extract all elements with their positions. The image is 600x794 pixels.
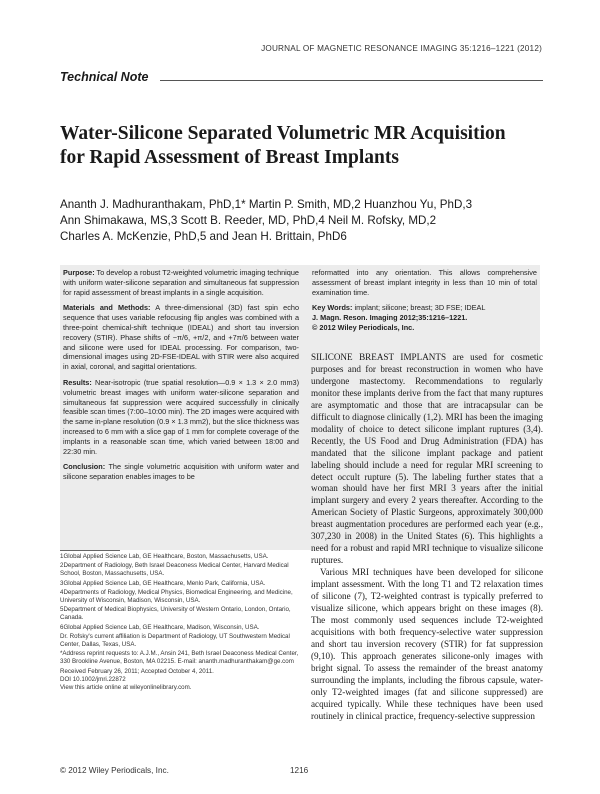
author-line: Charles A. McKenzie, PhD,5 and Jean H. Brittain, PhD6 xyxy=(60,230,347,243)
body-paragraph: SILICONE BREAST IMPLANTS are used for cosmetic purposes and for breast reconstruction in women who have undergone mastectomy. Recommendations to regularly monitor these implants derive from the fact that many ruptures are asymptomatic and those that are intracapsular can be difficult to diagnose clinically (1,2). MRI has been the imaging modality of choice to detect silicone implant ruptures (3,4). Recently, the US Food and Drug Administration (FDA) has mandated that the silicone implant package and patient labeling should include a need for regular MRI screening to detect occult rupture (5). The labeling further states that a woman should have her first MRI 3 years after the initial implant surgery and every 2 years thereafter. According to the American Society of Plastic Surgeons, approximately 300,000 breast augmentation procedures are performed each year (e.g., 307,230 in 2008) in the United States (6). This highlights a need for a robust and rapid MRI technique to visualize silicone ruptures. xyxy=(311,352,543,566)
author-list xyxy=(60,197,550,245)
purpose-text: To develop a robust T2-weighted volumetric imaging technique with uniform water-silicone separation and simultaneous fat suppression for rapid assessment of breast implants in a single acquisition. xyxy=(63,268,299,297)
conclusion-continued: reformatted into any orientation. This allows comprehensive assessment of breast implant integrity in less than 10 min of total examination time. xyxy=(312,268,537,297)
abstract-right-column xyxy=(312,268,537,339)
keywords xyxy=(312,303,537,332)
body-column xyxy=(311,352,543,723)
abstract-conclusion xyxy=(63,462,299,482)
citation: J. Magn. Reson. Imaging 2012;35:1216–1221. xyxy=(312,313,468,323)
abstract-methods xyxy=(63,303,299,372)
results-text: Near-isotropic (true spatial resolution—0.9 × 1.3 × 2.0 mm3) volumetric breast images with uniform water-silicone separation and simultaneous fat suppression were acquired successfully in clinically feasible scan times (7:00–10:00 min). The 2D images were acquired with the same in-plane resolution (0.9 × 1.3 mm2), but the slice thickness was increased to 6 mm with a slice gap of 1 mm for complete coverage of the implants in a reasonable scan time, which varied between 18:00 and 22:30 min. xyxy=(63,377,300,456)
section-label: Technical Note xyxy=(60,70,149,84)
author-line: Ann Shimakawa, MS,3 Scott B. Reeder, MD, PhD,4 Neil M. Rofsky, MD,2 xyxy=(60,214,437,227)
conclusion-text: The single volumetric acquisition with uniform water and silicone separation enables images to be xyxy=(63,462,299,482)
methods-text: A three-dimensional (3D) fast spin echo sequence that uses variable refocusing flip angles was combined with a three-point chemical-shift technique (IDEAL) and short tau inversion recovery (STIR). Phase shifts of −π/6, +π/2, and +7π/6 between water and silicone were used for IDEAL processing. For comparison, two-dimensional images using 2D-FSE-IDEAL with STIR were also acquired in axial, coronal, and sagittal orientations. xyxy=(63,303,300,372)
abstract-copyright: © 2012 Wiley Periodicals, Inc. xyxy=(312,322,415,332)
results-label: Results: xyxy=(63,377,92,387)
abstract-results xyxy=(63,378,299,456)
author-line: Ananth J. Madhuranthakam, PhD,1* Martin P. Smith, MD,2 Huanzhou Yu, PhD,3 xyxy=(60,198,473,211)
section-rule xyxy=(160,80,543,81)
article-title: Water-Silicone Separated Volumetric MR Acquisition for Rapid Assessment of Breast Implants xyxy=(60,123,506,168)
footnote-rule xyxy=(60,550,120,551)
footnote: View this article online at wileyonlinelibrary.com. xyxy=(60,683,192,691)
body-paragraph: Various MRI techniques have been developed for silicone implant assessment. With the long T1 and T2 relaxation times of silicone (7), T2-weighted contrast is typically preferred to visualize silicone, which appears bright on these images (8). The most commonly used sequences include T2-weighted acquisitions with both frequency-selective water suppression and short tau inversion recovery (STIR) for fat suppression (9,10). This approach generates silicone-only images with bright signal. To assess the remainder of the breast anatomy surrounding the implants, including the fibrous capsule, water-only T2-weighted images (fat and silicone suppressed) are acquired typically. While these techniques have been used routinely in clinical practice, frequency-selective suppression xyxy=(311,567,543,721)
footnote: 5Department of Medical Biophysics, University of Western Ontario, London, Ontario, Canada. xyxy=(60,606,291,622)
footer-copyright: © 2012 Wiley Periodicals, Inc. xyxy=(60,766,169,775)
methods-label: Materials and Methods: xyxy=(63,303,151,313)
footnote: 2Department of Radiology, Beth Israel Deaconess Medical Center, Harvard Medical School, Boston, Massachusetts, USA. xyxy=(60,562,289,578)
keywords-label: Key Words: xyxy=(312,303,353,313)
footnote: Dr. Rofsky's current affiliation is Department of Radiology, UT Southwestern Medical Center, Dallas, Texas, USA. xyxy=(60,633,290,649)
abstract-left-column xyxy=(63,268,299,488)
footnote: DOI 10.1002/jmri.22872 xyxy=(60,675,126,683)
footnote: *Address reprint requests to: A.J.M., Ansin 241, Beth Israel Deaconess Medical Center, 330 Brookline Avenue, Boston, MA 02215. E-mail: ananth.madhuranthakam@ge.com xyxy=(60,650,299,666)
footnote: 1Global Applied Science Lab, GE Healthcare, Boston, Massachusetts, USA. xyxy=(60,553,269,560)
keywords-text: implant; silicone; breast; 3D FSE; IDEAL xyxy=(354,303,486,313)
footnotes xyxy=(60,553,300,693)
footnote: 6Global Applied Science Lab, GE Healthcare, Madison, Wisconsin, USA. xyxy=(60,623,260,631)
page-number: 1216 xyxy=(290,766,309,775)
conclusion-label: Conclusion: xyxy=(63,462,106,472)
footnote: 3Global Applied Science Lab, GE Healthcare, Menlo Park, California, USA. xyxy=(60,579,266,587)
footnote: 4Departments of Radiology, Medical Physics, Biomedical Engineering, and Medicine, University of Wisconsin, Madison, Wisconsin, USA. xyxy=(60,589,293,605)
journal-header: JOURNAL OF MAGNETIC RESONANCE IMAGING 35:1216–1221 (2012) xyxy=(261,44,542,53)
footnote: Received February 26, 2011; Accepted October 4, 2011. xyxy=(60,667,214,675)
purpose-label: Purpose: xyxy=(63,268,95,277)
abstract-purpose xyxy=(63,268,299,297)
